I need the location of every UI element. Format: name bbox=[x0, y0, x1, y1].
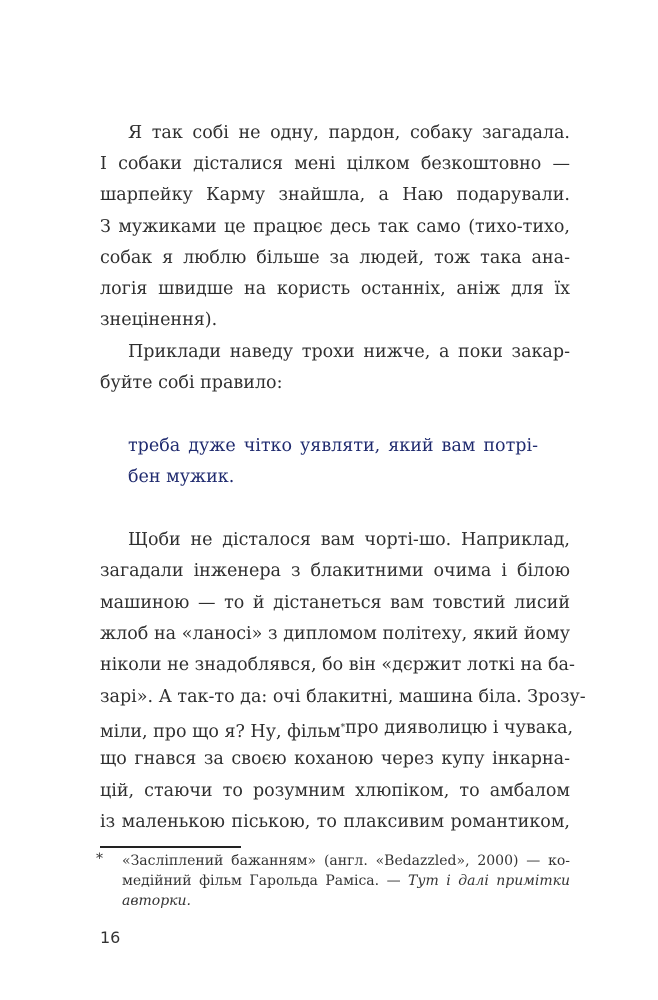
highlight-line: бен мужик. bbox=[128, 467, 235, 487]
text-line: машиною — то й дістанеться вам товстий лисий bbox=[100, 593, 570, 613]
text-line: буйте собі правило: bbox=[100, 373, 283, 393]
text-line: ніколи не знадоблявся, бо він «дєржит лоткі на ба- bbox=[100, 655, 575, 675]
text-line: Приклади наведу трохи нижче, а поки закар- bbox=[128, 342, 570, 362]
footnote-text: медійний фільм Гарольда Раміса. — bbox=[122, 873, 409, 889]
text-line: знецінення). bbox=[100, 310, 218, 330]
text-line: зарі». А так-то да: очі блакитні, машина біла. Зрозу- bbox=[100, 687, 586, 707]
text-line: Щоби не дісталося вам чорті-шо. Наприклад, bbox=[128, 530, 570, 550]
footnote-line: «Засліплений бажанням» (англ. «Bedazzled», 2000) — ко- bbox=[122, 853, 570, 869]
text-line: собак я люблю більше за людей, тож така ана- bbox=[100, 248, 570, 268]
text-line: шарпейку Карму знайшла, а Наю подарували. bbox=[100, 185, 570, 205]
footnote-marker: * bbox=[96, 851, 103, 867]
footnote-italic: Тут і далі примітки bbox=[408, 873, 571, 889]
text-line: із маленькою піською, то плаксивим романтиком, bbox=[100, 812, 570, 832]
footnote-divider bbox=[100, 846, 241, 848]
text-line: що гнався за своєю коханою через купу інкарна- bbox=[100, 749, 570, 769]
text-line bbox=[100, 716, 574, 742]
footnote-italic: авторки. bbox=[122, 893, 191, 909]
highlight-line: треба дуже чітко уявляти, який вам потрі- bbox=[128, 436, 538, 456]
text-line: загадали інженера з блакитними очима і білою bbox=[100, 561, 570, 581]
text-line: І собаки дісталися мені цілком безкоштовно — bbox=[100, 154, 570, 174]
text-segment: міли, про що я? Ну, фільм* bbox=[100, 721, 346, 742]
text-line: З мужиками це працює десь так само (тихо-тихо, bbox=[100, 217, 570, 237]
text-line: цій, стаючи то розумним хлюпіком, то амбалом bbox=[100, 781, 570, 801]
text-line: жлоб на «ланосі» з дипломом політеху, який йому bbox=[100, 624, 570, 644]
text-segment: про дияволицю і чувака, bbox=[345, 718, 574, 738]
footnote-line bbox=[122, 891, 570, 911]
text-line: Я так собі не одну, пардон, собаку загадала. bbox=[128, 123, 570, 143]
page-number: 16 bbox=[100, 928, 121, 947]
footnote-line bbox=[122, 871, 570, 891]
text-line: логія швидше на користь останніх, аніж для їх bbox=[100, 279, 570, 299]
footnote-ref[interactable]: * bbox=[340, 723, 346, 733]
